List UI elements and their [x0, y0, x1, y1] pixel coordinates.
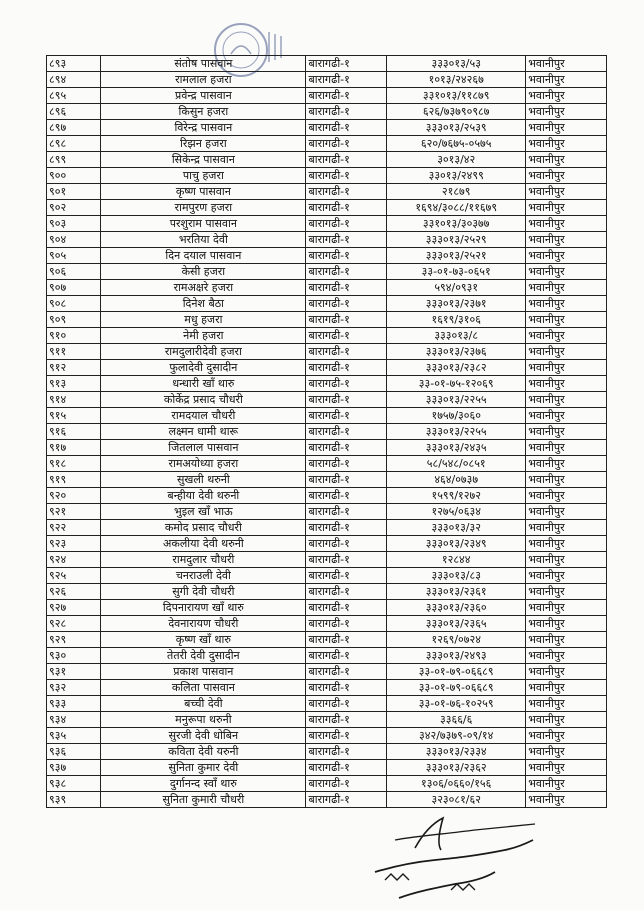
voter-name-cell: मधु हजरा — [101, 312, 306, 328]
ward-name-cell: बारागढी-१ — [306, 264, 387, 280]
address-cell: भवानीपुर — [526, 664, 607, 680]
voter-name-cell: रामलाल हजरा — [101, 72, 306, 88]
address-cell: भवानीपुर — [526, 200, 607, 216]
serial-number-cell: ९३५ — [47, 728, 101, 744]
voter-name-cell: फुलादेवी दुसादीन — [101, 360, 306, 376]
ward-name-cell: बारागढी-१ — [306, 392, 387, 408]
address-cell: भवानीपुर — [526, 440, 607, 456]
table-row — [47, 360, 607, 376]
table-row — [47, 744, 607, 760]
ward-name-cell: बारागढी-१ — [306, 56, 387, 72]
ward-name-cell: बारागढी-१ — [306, 72, 387, 88]
citizenship-number-cell: ३३३०१३/२३८२ — [387, 360, 526, 376]
serial-number-cell: ९१७ — [47, 440, 101, 456]
voter-name-cell: कमोद प्रसाद चौधरी — [101, 520, 306, 536]
table-row — [47, 136, 607, 152]
citizenship-number-cell: ३३३०१३/२५३९ — [387, 120, 526, 136]
serial-number-cell: ९१० — [47, 328, 101, 344]
table-row — [47, 536, 607, 552]
ward-name-cell: बारागढी-१ — [306, 776, 387, 792]
table-row — [47, 168, 607, 184]
citizenship-number-cell: १३०६/०६६०/१५६ — [387, 776, 526, 792]
serial-number-cell: ९२३ — [47, 536, 101, 552]
voter-name-cell: प्रकाश पासवान — [101, 664, 306, 680]
voter-name-cell: कलिता पासवान — [101, 680, 306, 696]
citizenship-number-cell: ३३३०१३/८३ — [387, 568, 526, 584]
voter-name-cell: रामदुलार चौधरी — [101, 552, 306, 568]
table-row — [47, 328, 607, 344]
table-row — [47, 696, 607, 712]
address-cell: भवानीपुर — [526, 776, 607, 792]
ward-name-cell: बारागढी-१ — [306, 648, 387, 664]
voter-name-cell: किसुन हजरा — [101, 104, 306, 120]
table-row — [47, 632, 607, 648]
address-cell: भवानीपुर — [526, 504, 607, 520]
voter-name-cell: बच्ची देवी — [101, 696, 306, 712]
voter-name-cell: दिनेश बैठा — [101, 296, 306, 312]
table-row — [47, 72, 607, 88]
table-row — [47, 408, 607, 424]
address-cell: भवानीपुर — [526, 392, 607, 408]
table-row — [47, 568, 607, 584]
citizenship-number-cell: ३३-०१-७६-१०२५९ — [387, 696, 526, 712]
ward-name-cell: बारागढी-१ — [306, 792, 387, 808]
serial-number-cell: ९२९ — [47, 632, 101, 648]
table-row — [47, 344, 607, 360]
ward-name-cell: बारागढी-१ — [306, 200, 387, 216]
voter-name-cell: कोर्केद्र प्रसाद चौधरी — [101, 392, 306, 408]
address-cell: भवानीपुर — [526, 264, 607, 280]
citizenship-number-cell: ३३३०१३/२४९३ — [387, 648, 526, 664]
citizenship-number-cell: ३३३०१३/८ — [387, 328, 526, 344]
address-cell: भवानीपुर — [526, 456, 607, 472]
ward-name-cell: बारागढी-१ — [306, 632, 387, 648]
citizenship-number-cell: ३३३०१३/२२५५ — [387, 392, 526, 408]
citizenship-number-cell: १२८४४ — [387, 552, 526, 568]
citizenship-number-cell: ३३३०१३/२३६१ — [387, 584, 526, 600]
serial-number-cell: ९३४ — [47, 712, 101, 728]
voter-name-cell: रामदुलारीदेवी हजरा — [101, 344, 306, 360]
citizenship-number-cell: ३३-०१-७९-०६६८९ — [387, 680, 526, 696]
citizenship-number-cell: ३३३०१३/२३७१ — [387, 296, 526, 312]
serial-number-cell: ९०९ — [47, 312, 101, 328]
serial-number-cell: ९१८ — [47, 456, 101, 472]
citizenship-number-cell: २१८७९ — [387, 184, 526, 200]
ward-name-cell: बारागढी-१ — [306, 552, 387, 568]
serial-number-cell: ९३६ — [47, 744, 101, 760]
voter-name-cell: धन्धारी खाँ थारु — [101, 376, 306, 392]
citizenship-number-cell: ३३-०१-७९-०६६८९ — [387, 664, 526, 680]
table-row — [47, 376, 607, 392]
ward-name-cell: बारागढी-१ — [306, 88, 387, 104]
serial-number-cell: ९२१ — [47, 504, 101, 520]
citizenship-number-cell: ३३३०१३/२५२१ — [387, 248, 526, 264]
table-row — [47, 424, 607, 440]
serial-number-cell: ९११ — [47, 344, 101, 360]
citizenship-number-cell: ३३३०१३/२३४९ — [387, 536, 526, 552]
voter-name-cell: दुर्गानन्द स्वाँ थारु — [101, 776, 306, 792]
voter-name-cell: प्रवेन्द्र पासवान — [101, 88, 306, 104]
voter-name-cell: चनराउली देवी — [101, 568, 306, 584]
citizenship-number-cell: ३३१०१३/३०३७७ — [387, 216, 526, 232]
citizenship-number-cell: १६१९/३१०६ — [387, 312, 526, 328]
serial-number-cell: ९०३ — [47, 216, 101, 232]
table-row — [47, 760, 607, 776]
serial-number-cell: ८९५ — [47, 88, 101, 104]
address-cell: भवानीपुर — [526, 536, 607, 552]
address-cell: भवानीपुर — [526, 680, 607, 696]
serial-number-cell: ९२५ — [47, 568, 101, 584]
serial-number-cell: ९२४ — [47, 552, 101, 568]
voter-name-cell: दिन दयाल पासवान — [101, 248, 306, 264]
address-cell: भवानीपुर — [526, 472, 607, 488]
table-row — [47, 552, 607, 568]
serial-number-cell: ९२२ — [47, 520, 101, 536]
serial-number-cell: ९२६ — [47, 584, 101, 600]
citizenship-number-cell: १७५७/३०६० — [387, 408, 526, 424]
address-cell: भवानीपुर — [526, 280, 607, 296]
voter-name-cell: सुखली थरुनी — [101, 472, 306, 488]
voter-name-cell: भुइल खाँ भाऊ — [101, 504, 306, 520]
citizenship-number-cell: १५९९/१२७२ — [387, 488, 526, 504]
ward-name-cell: बारागढी-१ — [306, 280, 387, 296]
address-cell: भवानीपुर — [526, 120, 607, 136]
voter-name-cell: बन्हीया देवी थरुनी — [101, 488, 306, 504]
citizenship-number-cell: ३३३०१३/२३६५ — [387, 616, 526, 632]
citizenship-number-cell: ३३३०१३/२२५५ — [387, 424, 526, 440]
serial-number-cell: ८९९ — [47, 152, 101, 168]
voter-name-cell: कृष्ण पासवान — [101, 184, 306, 200]
serial-number-cell: ९१६ — [47, 424, 101, 440]
citizenship-number-cell: ४६४/०७३७ — [387, 472, 526, 488]
citizenship-number-cell: ३३३०१३/२३७६ — [387, 344, 526, 360]
ward-name-cell: बारागढी-१ — [306, 248, 387, 264]
ward-name-cell: बारागढी-१ — [306, 168, 387, 184]
address-cell: भवानीपुर — [526, 184, 607, 200]
address-cell: भवानीपुर — [526, 600, 607, 616]
serial-number-cell: ९३० — [47, 648, 101, 664]
voter-list-table — [46, 55, 607, 808]
voter-name-cell: संतोष पासवान — [101, 56, 306, 72]
ward-name-cell: बारागढी-१ — [306, 104, 387, 120]
address-cell: भवानीपुर — [526, 616, 607, 632]
ward-name-cell: बारागढी-१ — [306, 216, 387, 232]
voter-name-cell: विरेन्द्र पासवान — [101, 120, 306, 136]
voter-name-cell: भरतिया देवी — [101, 232, 306, 248]
ward-name-cell: बारागढी-१ — [306, 312, 387, 328]
serial-number-cell: ९०२ — [47, 200, 101, 216]
voter-name-cell: रामअयोध्या हजरा — [101, 456, 306, 472]
citizenship-number-cell: ३३३०१३/२३६२ — [387, 760, 526, 776]
citizenship-number-cell: ३३३०१३/२३३४ — [387, 744, 526, 760]
table-row — [47, 616, 607, 632]
citizenship-number-cell: १२६९/०७२४ — [387, 632, 526, 648]
table-row — [47, 56, 607, 72]
serial-number-cell: ९३७ — [47, 760, 101, 776]
address-cell: भवानीपुर — [526, 232, 607, 248]
ward-name-cell: बारागढी-१ — [306, 584, 387, 600]
ward-name-cell: बारागढी-१ — [306, 616, 387, 632]
serial-number-cell: ९०० — [47, 168, 101, 184]
ward-name-cell: बारागढी-१ — [306, 488, 387, 504]
voter-list-body — [47, 56, 607, 808]
voter-name-cell: देवनारायण चौधरी — [101, 616, 306, 632]
citizenship-number-cell: ३३३०१३/२५२९ — [387, 232, 526, 248]
address-cell: भवानीपुर — [526, 312, 607, 328]
table-row — [47, 728, 607, 744]
address-cell: भवानीपुर — [526, 168, 607, 184]
voter-name-cell: रामदयाल चौधरी — [101, 408, 306, 424]
voter-name-cell: सिकेन्द्र पासवान — [101, 152, 306, 168]
citizenship-number-cell: १२७५/०६३४ — [387, 504, 526, 520]
citizenship-number-cell: ३३०१३/२४९९ — [387, 168, 526, 184]
ward-name-cell: बारागढी-१ — [306, 520, 387, 536]
ward-name-cell: बारागढी-१ — [306, 376, 387, 392]
citizenship-number-cell: ३३३०१३/५३ — [387, 56, 526, 72]
ward-name-cell: बारागढी-१ — [306, 504, 387, 520]
ward-name-cell: बारागढी-१ — [306, 296, 387, 312]
table-row — [47, 184, 607, 200]
address-cell: भवानीपुर — [526, 584, 607, 600]
citizenship-number-cell: ३४२/७३७९-०९/१४ — [387, 728, 526, 744]
ward-name-cell: बारागढी-१ — [306, 664, 387, 680]
ward-name-cell: बारागढी-१ — [306, 760, 387, 776]
address-cell: भवानीपुर — [526, 712, 607, 728]
address-cell: भवानीपुर — [526, 376, 607, 392]
table-row — [47, 248, 607, 264]
address-cell: भवानीपुर — [526, 648, 607, 664]
voter-name-cell: रिझन हजरा — [101, 136, 306, 152]
serial-number-cell: ९३१ — [47, 664, 101, 680]
address-cell: भवानीपुर — [526, 568, 607, 584]
ward-name-cell: बारागढी-१ — [306, 600, 387, 616]
citizenship-number-cell: १६९४/३०८८/११६७९ — [387, 200, 526, 216]
address-cell: भवानीपुर — [526, 760, 607, 776]
address-cell: भवानीपुर — [526, 488, 607, 504]
table-row — [47, 232, 607, 248]
address-cell: भवानीपुर — [526, 424, 607, 440]
table-row — [47, 600, 607, 616]
ward-name-cell: बारागढी-१ — [306, 184, 387, 200]
address-cell: भवानीपुर — [526, 520, 607, 536]
serial-number-cell: ९३८ — [47, 776, 101, 792]
address-cell: भवानीपुर — [526, 216, 607, 232]
table-row — [47, 648, 607, 664]
table-row — [47, 664, 607, 680]
table-row — [47, 216, 607, 232]
table-row — [47, 440, 607, 456]
ward-name-cell: बारागढी-१ — [306, 328, 387, 344]
ward-chair-signature — [355, 810, 545, 905]
table-row — [47, 120, 607, 136]
citizenship-number-cell: ३३३०१३/३२ — [387, 520, 526, 536]
address-cell: भवानीपुर — [526, 696, 607, 712]
voter-name-cell: रामअक्षरे हजरा — [101, 280, 306, 296]
voter-name-cell: सुनिता कुमार देवी — [101, 760, 306, 776]
address-cell: भवानीपुर — [526, 408, 607, 424]
address-cell: भवानीपुर — [526, 152, 607, 168]
serial-number-cell: ९३२ — [47, 680, 101, 696]
ward-name-cell: बारागढी-१ — [306, 424, 387, 440]
address-cell: भवानीपुर — [526, 88, 607, 104]
address-cell: भवानीपुर — [526, 792, 607, 808]
citizenship-number-cell: ६२६/७३७९०९८७ — [387, 104, 526, 120]
address-cell: भवानीपुर — [526, 104, 607, 120]
address-cell: भवानीपुर — [526, 552, 607, 568]
table-row — [47, 312, 607, 328]
table-row — [47, 88, 607, 104]
table-row — [47, 488, 607, 504]
serial-number-cell: ९१४ — [47, 392, 101, 408]
citizenship-number-cell: ३२३०८१/६२ — [387, 792, 526, 808]
voter-name-cell: तेतरी देवी दुसादीन — [101, 648, 306, 664]
ward-name-cell: बारागढी-१ — [306, 360, 387, 376]
serial-number-cell: ९३९ — [47, 792, 101, 808]
address-cell: भवानीपुर — [526, 328, 607, 344]
voter-name-cell: रामपुरण हजरा — [101, 200, 306, 216]
address-cell: भवानीपुर — [526, 296, 607, 312]
voter-name-cell: कृष्ण खाँ थारु — [101, 632, 306, 648]
voter-name-cell: सुनिता कुमारी चौधरी — [101, 792, 306, 808]
serial-number-cell: ९३३ — [47, 696, 101, 712]
table-row — [47, 712, 607, 728]
voter-name-cell: परशुराम पासवान — [101, 216, 306, 232]
serial-number-cell: ९०८ — [47, 296, 101, 312]
serial-number-cell: ९०६ — [47, 264, 101, 280]
serial-number-cell: ८९८ — [47, 136, 101, 152]
table-row — [47, 200, 607, 216]
ward-name-cell: बारागढी-१ — [306, 456, 387, 472]
ward-name-cell: बारागढी-१ — [306, 408, 387, 424]
serial-number-cell: ९१२ — [47, 360, 101, 376]
address-cell: भवानीपुर — [526, 360, 607, 376]
citizenship-number-cell: ३३३०१३/२३६० — [387, 600, 526, 616]
voter-name-cell: लक्ष्मन धामी थारू — [101, 424, 306, 440]
address-cell: भवानीपुर — [526, 744, 607, 760]
voter-name-cell: सुगी देवी चौधरी — [101, 584, 306, 600]
ward-name-cell: बारागढी-१ — [306, 536, 387, 552]
ward-name-cell: बारागढी-१ — [306, 120, 387, 136]
address-cell: भवानीपुर — [526, 632, 607, 648]
voter-name-cell: दिपनारायण खाँ थारु — [101, 600, 306, 616]
serial-number-cell: ९०५ — [47, 248, 101, 264]
table-row — [47, 792, 607, 808]
address-cell: भवानीपुर — [526, 344, 607, 360]
serial-number-cell: ९१३ — [47, 376, 101, 392]
ward-name-cell: बारागढी-१ — [306, 136, 387, 152]
table-row — [47, 456, 607, 472]
citizenship-number-cell: ५८/५४८/०८५१ — [387, 456, 526, 472]
citizenship-number-cell: ३०१३/४२ — [387, 152, 526, 168]
table-row — [47, 152, 607, 168]
table-row — [47, 104, 607, 120]
voter-name-cell: सुरजी देवी धोबिन — [101, 728, 306, 744]
serial-number-cell: ९२७ — [47, 600, 101, 616]
serial-number-cell: ९०१ — [47, 184, 101, 200]
table-row — [47, 392, 607, 408]
address-cell: भवानीपुर — [526, 56, 607, 72]
ward-name-cell: बारागढी-१ — [306, 680, 387, 696]
serial-number-cell: ९२८ — [47, 616, 101, 632]
ward-name-cell: बारागढी-१ — [306, 440, 387, 456]
table-row — [47, 776, 607, 792]
address-cell: भवानीपुर — [526, 248, 607, 264]
citizenship-number-cell: ६२०/७६७५-०५७५ — [387, 136, 526, 152]
voter-name-cell: अकलीया देवी थरुनी — [101, 536, 306, 552]
table-row — [47, 264, 607, 280]
ward-name-cell: बारागढी-१ — [306, 728, 387, 744]
address-cell: भवानीपुर — [526, 728, 607, 744]
ward-name-cell: बारागढी-१ — [306, 472, 387, 488]
citizenship-number-cell: ३३३०१३/२४३५ — [387, 440, 526, 456]
table-row — [47, 472, 607, 488]
table-row — [47, 280, 607, 296]
table-row — [47, 296, 607, 312]
table-row — [47, 504, 607, 520]
voter-name-cell: मनुरूपा थरुनी — [101, 712, 306, 728]
voter-name-cell: जितलाल पासवान — [101, 440, 306, 456]
table-row — [47, 680, 607, 696]
table-row — [47, 584, 607, 600]
serial-number-cell: ८९६ — [47, 104, 101, 120]
serial-number-cell: ९१५ — [47, 408, 101, 424]
serial-number-cell: ९२० — [47, 488, 101, 504]
citizenship-number-cell: ५९४/०९३१ — [387, 280, 526, 296]
serial-number-cell: ८९३ — [47, 56, 101, 72]
citizenship-number-cell: ३३६६/६ — [387, 712, 526, 728]
citizenship-number-cell: १०१३/२४२६७ — [387, 72, 526, 88]
voter-name-cell: कविता देवी यरुनी — [101, 744, 306, 760]
table-row — [47, 520, 607, 536]
voter-name-cell: नेमी हजरा — [101, 328, 306, 344]
citizenship-number-cell: ३३-०१-७५-१२०६९ — [387, 376, 526, 392]
serial-number-cell: ८९४ — [47, 72, 101, 88]
ward-name-cell: बारागढी-१ — [306, 744, 387, 760]
address-cell: भवानीपुर — [526, 72, 607, 88]
serial-number-cell: ९१९ — [47, 472, 101, 488]
serial-number-cell: ९०७ — [47, 280, 101, 296]
ward-name-cell: बारागढी-१ — [306, 712, 387, 728]
ward-name-cell: बारागढी-१ — [306, 568, 387, 584]
citizenship-number-cell: ३३१०१३/११८७९ — [387, 88, 526, 104]
address-cell: भवानीपुर — [526, 136, 607, 152]
voter-name-cell: पाचु हजरा — [101, 168, 306, 184]
serial-number-cell: ८९७ — [47, 120, 101, 136]
serial-number-cell: ९०४ — [47, 232, 101, 248]
ward-name-cell: बारागढी-१ — [306, 152, 387, 168]
ward-name-cell: बारागढी-१ — [306, 232, 387, 248]
citizenship-number-cell: ३३-०१-७३-०६५१ — [387, 264, 526, 280]
voter-name-cell: केसी हजरा — [101, 264, 306, 280]
ward-name-cell: बारागढी-१ — [306, 696, 387, 712]
ward-name-cell: बारागढी-१ — [306, 344, 387, 360]
